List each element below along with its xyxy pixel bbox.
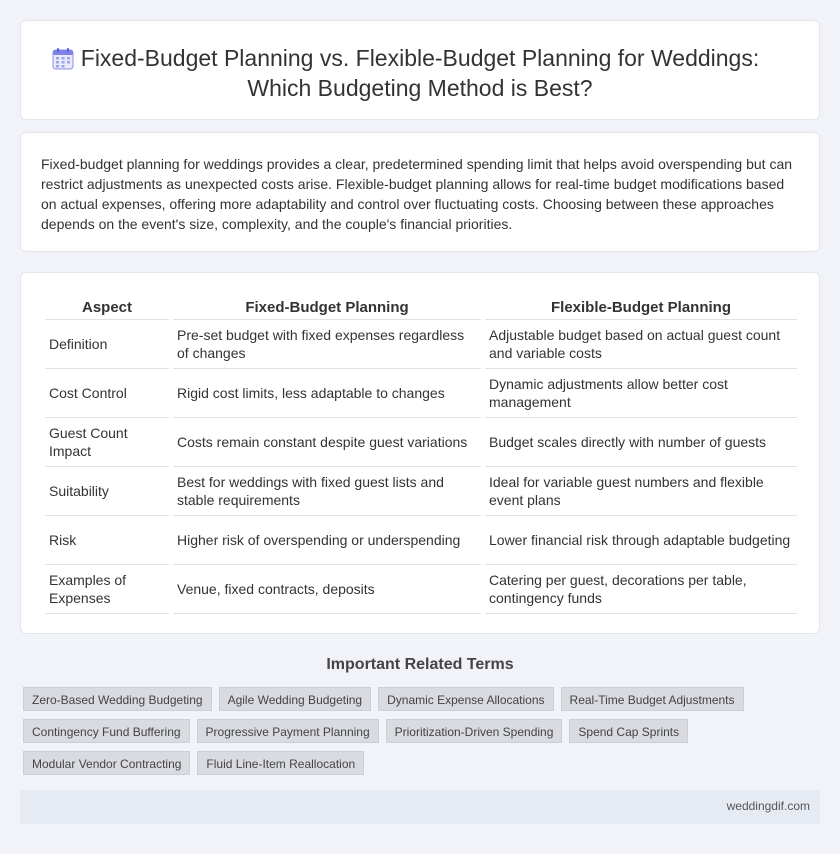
table-cell-flexible: Lower financial risk through adaptable budgeting [485, 516, 797, 565]
column-header-aspect: Aspect [45, 295, 169, 320]
column-header-fixed: Fixed-Budget Planning [173, 295, 481, 320]
table-cell-flexible: Ideal for variable guest numbers and flexible event plans [485, 467, 797, 516]
related-terms-list [23, 687, 803, 775]
table-cell-aspect: Risk [45, 516, 169, 565]
table-header-row [45, 295, 797, 320]
table-cell-flexible: Dynamic adjustments allow better cost management [485, 369, 797, 418]
table-cell-fixed: Costs remain constant despite guest variations [173, 418, 481, 467]
footer-site-name[interactable]: weddingdif.com [726, 799, 810, 813]
table-cell-aspect: Guest Count Impact [45, 418, 169, 467]
related-term-tag[interactable]: Progressive Payment Planning [197, 719, 379, 743]
related-term-tag[interactable]: Spend Cap Sprints [569, 719, 688, 743]
table-cell-fixed: Higher risk of overspending or underspending [173, 516, 481, 565]
table-cell-aspect: Suitability [45, 467, 169, 516]
table-cell-fixed: Venue, fixed contracts, deposits [173, 565, 481, 614]
table-cell-fixed: Pre-set budget with fixed expenses regardless of changes [173, 320, 481, 369]
table-row [45, 565, 797, 614]
related-term-tag[interactable]: Dynamic Expense Allocations [378, 687, 553, 711]
table-cell-aspect: Cost Control [45, 369, 169, 418]
table-cell-aspect: Examples of Expenses [45, 565, 169, 614]
related-term-tag[interactable]: Modular Vendor Contracting [23, 751, 190, 775]
table-row [45, 320, 797, 369]
related-term-tag[interactable]: Fluid Line-Item Reallocation [197, 751, 364, 775]
related-terms-title: Important Related Terms [326, 656, 514, 673]
table-row [45, 516, 797, 565]
table-cell-aspect: Definition [45, 320, 169, 369]
intro-card [20, 132, 820, 252]
table-cell-flexible: Budget scales directly with number of guests [485, 418, 797, 467]
table-row [45, 418, 797, 467]
footer [20, 790, 820, 824]
column-header-flexible: Flexible-Budget Planning [485, 295, 797, 320]
related-term-tag[interactable]: Prioritization-Driven Spending [386, 719, 563, 743]
header-card [20, 20, 820, 120]
related-term-tag[interactable]: Zero-Based Wedding Budgeting [23, 687, 212, 711]
related-term-tag[interactable]: Real-Time Budget Adjustments [561, 687, 744, 711]
table-cell-flexible: Adjustable budget based on actual guest count and variable costs [485, 320, 797, 369]
table-cell-fixed: Best for weddings with fixed guest lists and stable requirements [173, 467, 481, 516]
page-title: Fixed-Budget Planning vs. Flexible-Budget Planning for Weddings: Which Budgeting Method is Best? [80, 45, 760, 101]
table-row [45, 369, 797, 418]
related-term-tag[interactable]: Agile Wedding Budgeting [219, 687, 372, 711]
table-cell-fixed: Rigid cost limits, less adaptable to changes [173, 369, 481, 418]
table-cell-flexible: Catering per guest, decorations per table, contingency funds [485, 565, 797, 614]
comparison-card [20, 272, 820, 634]
intro-paragraph: Fixed-budget planning for weddings provides a clear, predetermined spending limit that helps avoid overspending but can restrict adjustments as unexpected costs arise. Flexible-budget planning allows for real-time budget modifications based on actual expenses, offering more adaptability and control over fluctuating costs. Choosing between these approaches depends on the event's size, complexity, and the couple's financial priorities. [41, 156, 793, 232]
related-term-tag[interactable]: Contingency Fund Buffering [23, 719, 190, 743]
comparison-table [41, 295, 801, 614]
table-row [45, 467, 797, 516]
